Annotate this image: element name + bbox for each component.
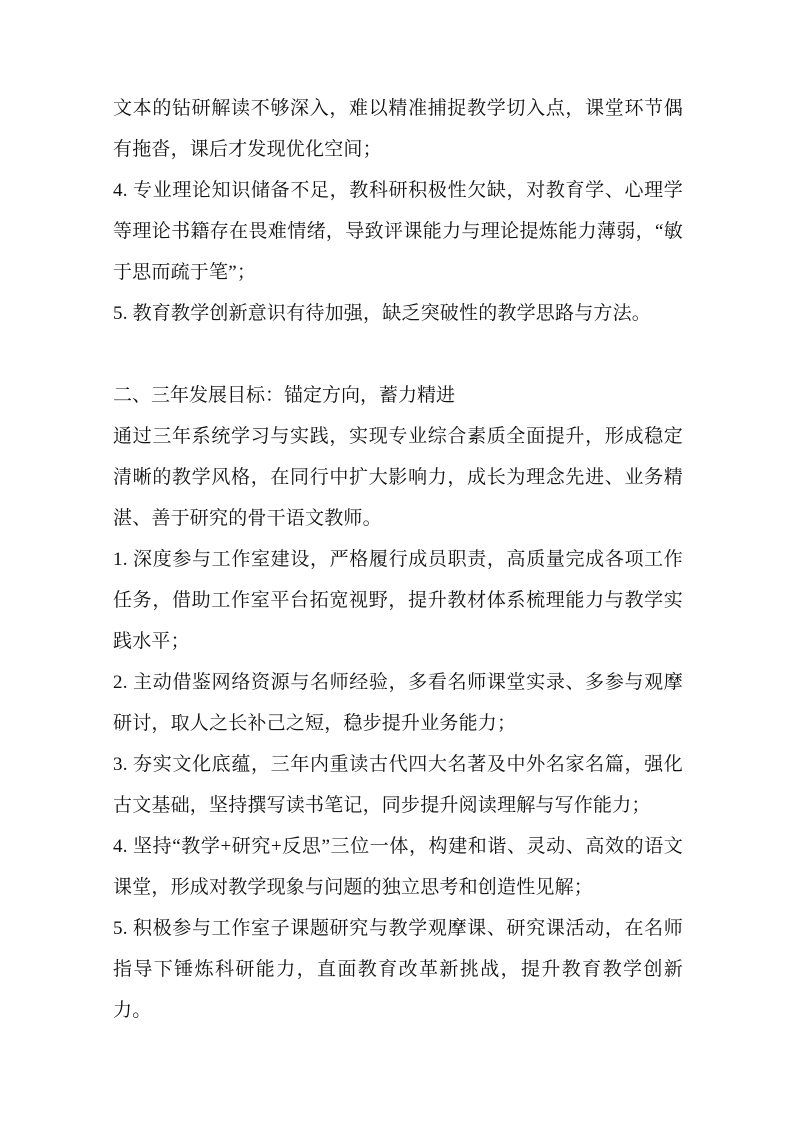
paragraph-continued: 文本的钻研解读不够深入，难以精准捕捉教学切入点，课堂环节偶有拖沓，课后才发现优化空间； bbox=[113, 98, 683, 160]
paragraph-goal-item-1: 1. 深度参与工作室建设，严格履行成员职责，高质量完成各项工作任务，借助工作室平台拓宽视野，提升教材体系梳理能力与教学实践水平； bbox=[113, 549, 683, 652]
paragraph-goal-item-3: 3. 夯实文化底蕴，三年内重读古代四大名著及中外名家名篇，强化古文基础，坚持撰写读书笔记，同步提升阅读理解与写作能力； bbox=[113, 754, 683, 816]
document-body bbox=[113, 88, 683, 1031]
paragraph-goal-item-4: 4. 坚持“教学+研究+反思”三位一体，构建和谐、灵动、高效的语文课堂，形成对教学现象与问题的独立思考和创造性见解； bbox=[113, 836, 683, 898]
paragraph-goal-item-5: 5. 积极参与工作室子课题研究与教学观摩课、研究课活动，在名师指导下锤炼科研能力，直面教育改革新挑战，提升教育教学创新力。 bbox=[113, 918, 683, 1021]
paragraph-goals-intro: 通过三年系统学习与实践，实现专业综合素质全面提升，形成稳定清晰的教学风格，在同行中扩大影响力，成长为理念先进、业务精湛、善于研究的骨干语文教师。 bbox=[113, 426, 683, 529]
paragraph-problem-item-4: 4. 专业理论知识储备不足，教科研积极性欠缺，对教育学、心理学等理论书籍存在畏难情绪，导致评课能力与理论提炼能力薄弱，“敏于思而疏于笔”； bbox=[113, 180, 683, 283]
paragraph-problem-item-5: 5. 教育教学创新意识有待加强，缺乏突破性的教学思路与方法。 bbox=[113, 303, 652, 324]
section-heading-development-goals: 二、三年发展目标：锚定方向，蓄力精进 bbox=[113, 385, 456, 406]
paragraph-goal-item-2: 2. 主动借鉴网络资源与名师经验，多看名师课堂实录、多参与观摩研讨，取人之长补己之短，稳步提升业务能力； bbox=[113, 672, 683, 734]
section-spacer bbox=[113, 334, 683, 375]
